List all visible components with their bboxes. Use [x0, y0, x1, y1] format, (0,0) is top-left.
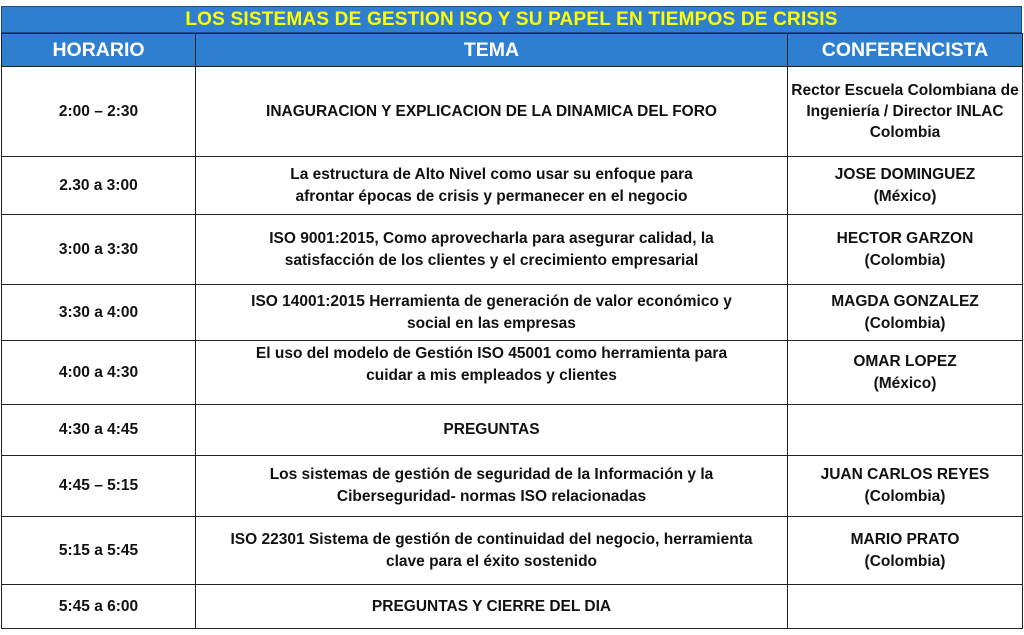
- speaker-country: (México): [873, 187, 937, 205]
- table-row: [2, 215, 1023, 285]
- topic-line: afrontar épocas de crisis y permanecer en el negocio: [295, 187, 688, 205]
- topic-line: ISO 14001:2015 Herramienta de generación de valor económico y: [251, 292, 732, 310]
- topic-line: ISO 9001:2015, Como aprovecharla para asegurar calidad, la: [269, 229, 714, 247]
- topic-line: clave para el éxito sostenido: [385, 552, 598, 570]
- page-title: LOS SISTEMAS DE GESTION ISO Y SU PAPEL EN TIEMPOS DE CRISIS: [1, 6, 1022, 33]
- table-row: [2, 67, 1023, 157]
- time-cell: 5:45 a 6:00: [2, 585, 196, 629]
- speaker-country: (Colombia): [864, 552, 946, 570]
- time-cell: 2:00 – 2:30: [2, 67, 196, 157]
- time-cell: 2.30 a 3:00: [2, 157, 196, 215]
- speaker-name: HECTOR GARZON: [836, 229, 974, 247]
- speaker-cell: [788, 405, 1023, 456]
- topic-line: ISO 22301 Sistema de gestión de continuidad del negocio, herramienta: [230, 530, 753, 548]
- topic-line: La estructura de Alto Nivel como usar su enfoque para: [290, 165, 693, 183]
- time-cell: 4:30 a 4:45: [2, 405, 196, 456]
- speaker-name: JOSE DOMINGUEZ: [834, 165, 976, 183]
- speaker-name: JUAN CARLOS REYES: [820, 466, 990, 483]
- table-row: [2, 585, 1023, 629]
- speaker-country: (Colombia): [864, 314, 946, 332]
- speaker-cell: [788, 67, 1023, 157]
- time-cell: 5:15 a 5:45: [2, 517, 196, 585]
- topic-cell: [196, 456, 788, 517]
- speaker-country: (México): [873, 375, 937, 392]
- table-row: [2, 285, 1023, 341]
- speaker-cell: [788, 285, 1023, 341]
- table-row: [2, 341, 1023, 405]
- speaker-cell: [788, 585, 1023, 629]
- speaker-cell: [788, 517, 1023, 585]
- topic-cell: [196, 517, 788, 585]
- speaker-line: INLAC Colombia: [869, 103, 1004, 141]
- speaker-line: Rector Escuela Colombiana: [791, 82, 997, 99]
- topic-cell: [196, 157, 788, 215]
- topic-line: satisfacción de los clientes y el crecimiento empresarial: [284, 251, 699, 269]
- speaker-name: MARIO PRATO: [850, 530, 960, 548]
- topic-line: social en las empresas: [407, 314, 576, 332]
- table-row: [2, 456, 1023, 517]
- topic-cell: PREGUNTAS: [196, 405, 788, 456]
- topic-line: El uso del modelo de Gestión ISO 45001 como herramienta para: [255, 345, 728, 362]
- header-time: HORARIO: [2, 34, 196, 67]
- topic-cell: [196, 215, 788, 285]
- topic-cell: [196, 341, 788, 405]
- speaker-cell: [788, 341, 1023, 405]
- topic-line: Los sistemas de gestión de seguridad de la Información y la: [269, 466, 714, 483]
- speaker-line: de Ingeniería / Director: [806, 82, 1019, 120]
- time-cell: 3:00 a 3:30: [2, 215, 196, 285]
- speaker-cell: [788, 215, 1023, 285]
- table-row: [2, 405, 1023, 456]
- schedule-table: [1, 33, 1023, 629]
- topic-cell: [196, 285, 788, 341]
- speaker-country: (Colombia): [864, 488, 946, 505]
- time-cell: 4:45 – 5:15: [2, 456, 196, 517]
- header-speaker: CONFERENCISTA: [788, 34, 1023, 67]
- topic-cell: PREGUNTAS Y CIERRE DEL DIA: [196, 585, 788, 629]
- speaker-cell: [788, 456, 1023, 517]
- topic-cell: INAGURACION Y EXPLICACION DE LA DINAMICA DEL FORO: [196, 67, 788, 157]
- time-cell: 4:00 a 4:30: [2, 341, 196, 405]
- header-topic: TEMA: [196, 34, 788, 67]
- speaker-cell: [788, 157, 1023, 215]
- topic-line: cuidar a mis empleados y clientes: [366, 367, 617, 384]
- speaker-country: (Colombia): [864, 251, 946, 269]
- speaker-name: OMAR LOPEZ: [853, 353, 957, 370]
- speaker-name: MAGDA GONZALEZ: [831, 292, 979, 310]
- table-row: [2, 157, 1023, 215]
- time-cell: 3:30 a 4:00: [2, 285, 196, 341]
- table-row: [2, 517, 1023, 585]
- topic-line: Ciberseguridad- normas ISO relacionadas: [336, 488, 647, 505]
- table-header-row: [2, 34, 1023, 67]
